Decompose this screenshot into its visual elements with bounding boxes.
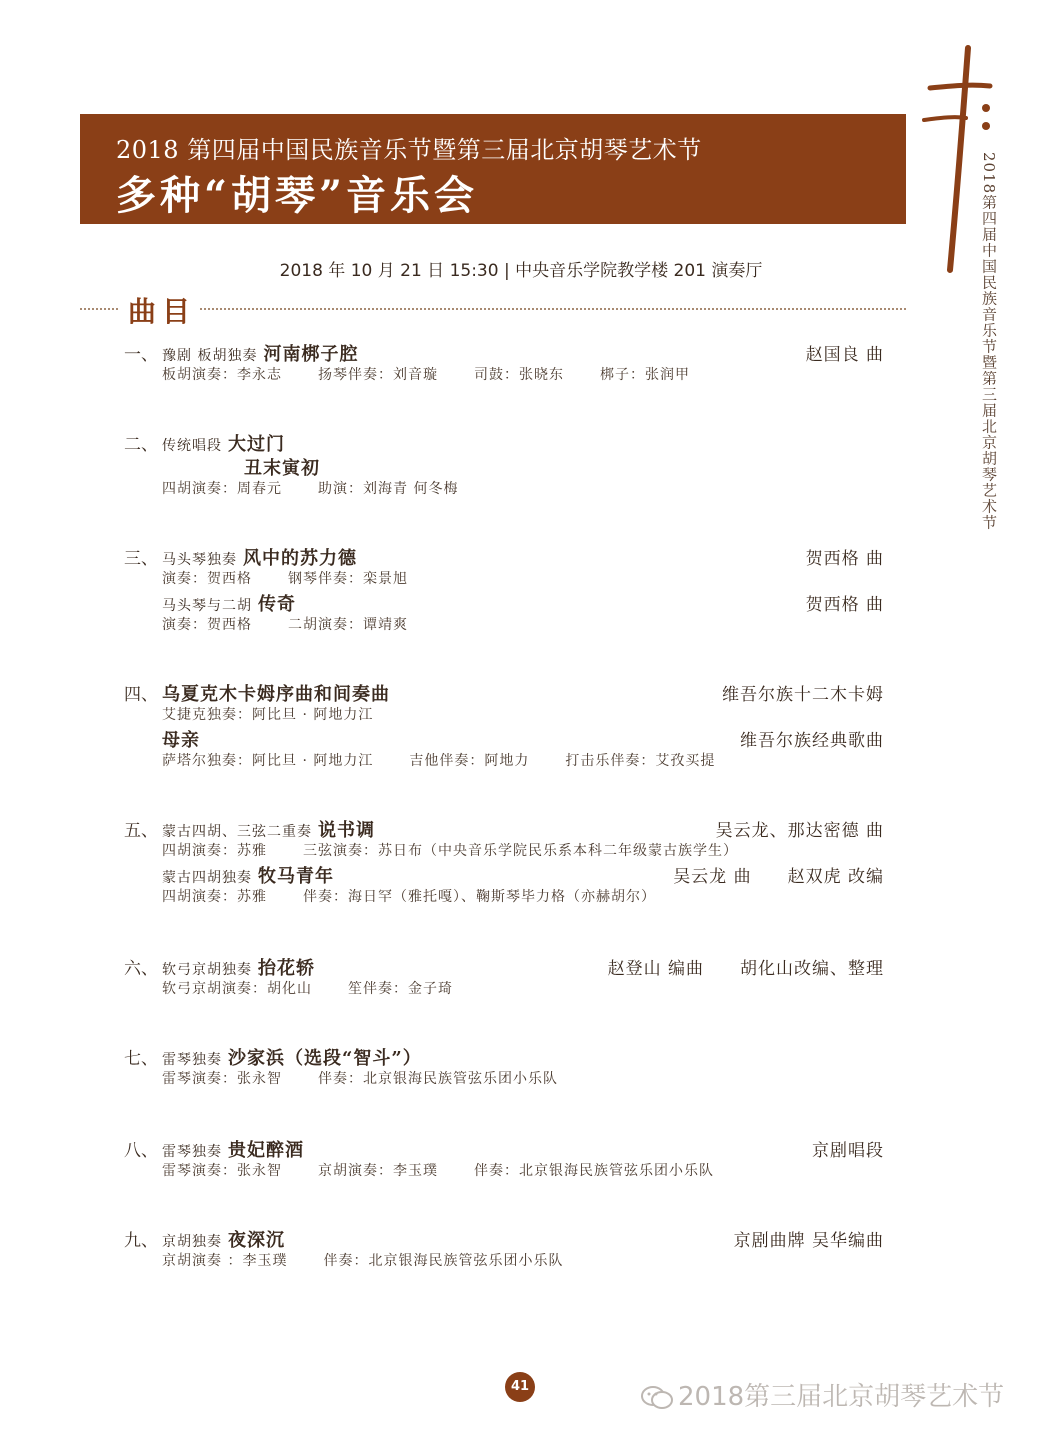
performer-credit: 四胡演奏：周春元 — [162, 481, 282, 497]
item-number: 三、 — [124, 549, 158, 569]
program-item — [124, 430, 884, 500]
performer-credit: 扬琴伴奏：刘音璇 — [318, 367, 438, 383]
watermark — [640, 1376, 1004, 1413]
performer-credit: 演奏：贺西格 — [162, 617, 252, 633]
program-item — [124, 680, 884, 772]
performer-credit: 伴奏：北京银海民族管弦乐团小乐队 — [323, 1253, 564, 1269]
item-category: 传统唱段 — [162, 438, 222, 454]
item-work-title: 母亲 — [162, 730, 200, 751]
wechat-icon — [640, 1385, 674, 1411]
performer-credit: 梆子：张润甲 — [600, 367, 690, 383]
performer-credit: 笙伴奏：金子琦 — [348, 981, 453, 997]
item-work-title: 沙家浜（选段“智斗”） — [228, 1048, 422, 1069]
program-item — [124, 1044, 884, 1090]
performer-credit: 软弓京胡演奏：胡化山 — [162, 981, 312, 997]
item-composer: 赵国良 曲 — [805, 345, 884, 365]
arranger-credit: 胡化山改编、整理 — [740, 959, 884, 979]
item-composer — [673, 862, 884, 887]
dotted-divider — [200, 308, 906, 310]
item-category: 京胡独奏 — [162, 1234, 222, 1250]
item-composer: 贺西格 曲 — [805, 595, 884, 615]
program-item — [124, 816, 884, 908]
item-number: 一、 — [124, 345, 158, 365]
item-work-title: 河南梆子腔 — [263, 344, 359, 365]
item-work-title: 风中的苏力德 — [243, 548, 357, 569]
performer-credit: 京胡演奏：李玉璞 — [318, 1163, 438, 1179]
performer-credit: 打击乐伴奏：艾孜买提 — [565, 753, 716, 769]
item-number: 五、 — [124, 821, 158, 841]
item-number: 二、 — [124, 435, 158, 455]
item-category: 软弓京胡独奏 — [162, 962, 252, 978]
performer-credit: 伴奏：北京银海民族管弦乐团小乐队 — [474, 1163, 714, 1179]
performer-credit: 萨塔尔独奏：阿比旦 · 阿地力江 — [162, 753, 374, 769]
performer-credit: 雷琴演奏：张永智 — [162, 1071, 282, 1087]
event-datetime-venue: 2018 年 10 月 21 日 15:30 | 中央音乐学院教学楼 201 演奏厅 — [279, 261, 763, 281]
performer-credit: 司鼓：张晓东 — [474, 367, 564, 383]
arranger-credit: 赵双虎 改编 — [787, 867, 884, 887]
item-composer — [608, 954, 884, 979]
program-item — [124, 544, 884, 636]
watermark-text: 2018第三届北京胡琴艺术节 — [678, 1382, 1005, 1412]
performer-credit: 四胡演奏：苏雅 — [162, 889, 267, 905]
item-category: 雷琴独奏 — [162, 1052, 222, 1068]
item-work-title: 大过门 — [228, 434, 285, 455]
section-label: 曲目 — [128, 295, 197, 328]
item-work-title: 传奇 — [258, 594, 296, 615]
item-category: 雷琴独奏 — [162, 1144, 222, 1160]
item-category: 豫剧 板胡独奏 — [162, 348, 258, 364]
performer-credit: 吉他伴奏：阿地力 — [409, 753, 530, 769]
performer-credit: 雷琴演奏：张永智 — [162, 1163, 282, 1179]
item-work-title: 夜深沉 — [228, 1230, 285, 1251]
banner-subtitle: 2018 第四届中国民族音乐节暨第三届北京胡琴艺术节 — [116, 136, 702, 164]
item-work-title: 贵妃醉酒 — [228, 1140, 304, 1161]
item-work-title: 牧马青年 — [258, 866, 334, 887]
side-title: 2018第四届中国民族音乐节暨第三届北京胡琴艺术节 — [980, 152, 998, 531]
composer-credit: 吴云龙 曲 — [673, 867, 752, 887]
program-item — [124, 1136, 884, 1182]
item-composer: 吴云龙、那达密德 曲 — [715, 821, 884, 841]
item-category: 马头琴与二胡 — [162, 598, 252, 614]
item-work-title: 乌夏克木卡姆序曲和间奏曲 — [162, 684, 390, 705]
performer-credit: 京胡演奏 ：李玉璞 — [162, 1253, 288, 1269]
item-number: 六、 — [124, 959, 158, 979]
performer-credit: 二胡演奏：谭靖爽 — [288, 617, 408, 633]
item-composer: 维吾尔族经典歌曲 — [740, 731, 884, 751]
item-composer: 维吾尔族十二木卡姆 — [722, 685, 884, 705]
performer-credit: 演奏：贺西格 — [162, 571, 252, 587]
performer-credit: 助演：刘海青 何冬梅 — [318, 481, 459, 497]
program-item — [124, 340, 884, 386]
item-work-title: 抬花轿 — [258, 958, 315, 979]
item-composer: 贺西格 曲 — [805, 549, 884, 569]
performer-credit: 伴奏：北京银海民族管弦乐团小乐队 — [318, 1071, 558, 1087]
program-section-heading — [80, 290, 906, 326]
item-number: 四、 — [124, 685, 158, 705]
header-banner — [80, 114, 906, 224]
item-composer: 京剧唱段 — [812, 1141, 884, 1161]
item-number: 七、 — [124, 1049, 158, 1069]
performer-credit: 钢琴伴奏：栾景旭 — [288, 571, 408, 587]
performer-credit: 艾捷克独奏：阿比旦 · 阿地力江 — [162, 707, 374, 723]
item-category: 蒙古四胡独奏 — [162, 870, 252, 886]
performer-credit: 四胡演奏：苏雅 — [162, 843, 267, 859]
item-work-title: 说书调 — [318, 820, 375, 841]
item-category: 蒙古四胡、三弦二重奏 — [162, 824, 312, 840]
performer-credit: 板胡演奏：李永志 — [162, 367, 282, 383]
item-composer: 京剧曲牌 吴华编曲 — [733, 1231, 884, 1251]
item-number: 九、 — [124, 1231, 158, 1251]
performer-credit: 伴奏：海日罕（雅托嘎）、鞠斯琴毕力格（亦赫胡尔） — [303, 889, 656, 905]
banner-title: 多种“胡琴”音乐会 — [116, 172, 479, 219]
program-item — [124, 954, 884, 1000]
program-item — [124, 1226, 884, 1272]
item-number: 八、 — [124, 1141, 158, 1161]
item-category: 马头琴独奏 — [162, 552, 237, 568]
dotted-divider — [80, 308, 118, 310]
item-work-title: 丑末寅初 — [244, 458, 320, 479]
performer-credit: 三弦演奏：苏日布（中央音乐学院民乐系本科二年级蒙古族学生） — [303, 843, 738, 859]
page-number: 41 — [505, 1372, 535, 1402]
composer-credit: 赵登山 编曲 — [607, 959, 704, 979]
